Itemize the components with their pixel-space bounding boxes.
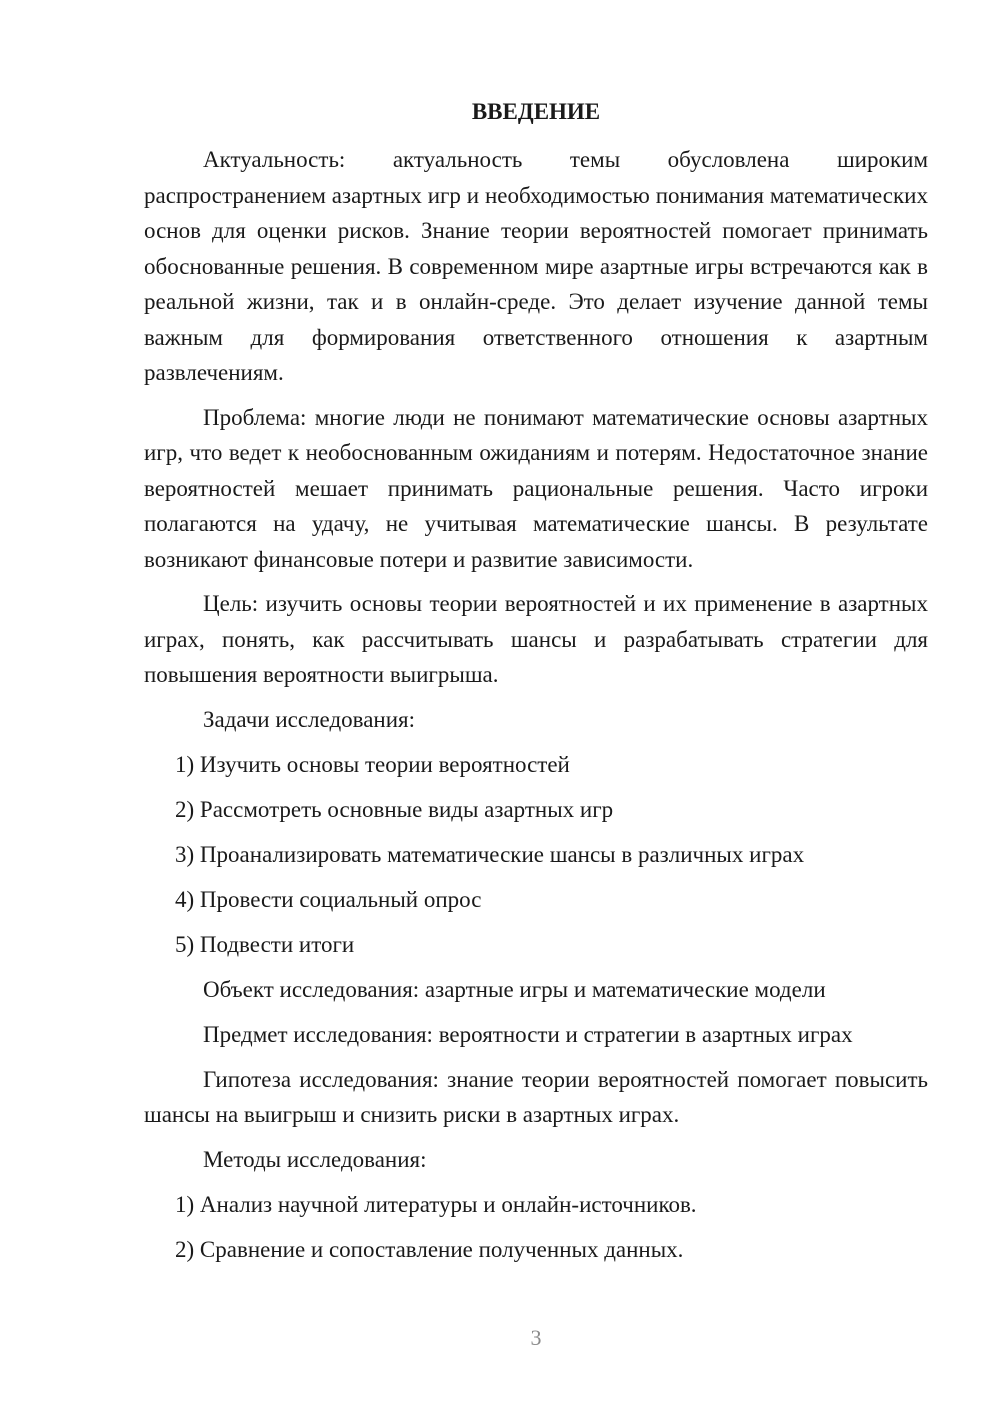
hypothesis-paragraph: Гипотеза исследования: знание теории вероятностей помогает повысить шансы на выигрыш и снизить риски в азартных играх. bbox=[144, 1066, 928, 1127]
tasks-heading: Задачи исследования: bbox=[203, 706, 416, 732]
research-object: Объект исследования: азартные игры и математические модели bbox=[203, 976, 826, 1002]
research-subject: Предмет исследования: вероятности и стратегии в азартных играх bbox=[203, 1021, 853, 1047]
section-title: ВВЕДЕНИЕ bbox=[471, 99, 601, 124]
task-item: 4) Провести социальный опрос bbox=[175, 886, 482, 912]
problem-paragraph: Проблема: многие люди не понимают математические основы азартных игр, что ведет к необоснованным ожиданиям и потерям. Недостаточное знание вероятностей мешает принимать рациональные решения. Часто игроки полагаются на удачу, не учитывая математические шансы. В результате возникают финансовые потери и развитие зависимости. bbox=[144, 404, 928, 572]
task-item: 2) Рассмотреть основные виды азартных игр bbox=[175, 796, 614, 822]
task-item: 3) Проанализировать математические шансы в различных играх bbox=[175, 841, 805, 867]
goal-paragraph: Цель: изучить основы теории вероятностей и их применение в азартных играх, понять, как рассчитывать шансы и разрабатывать стратегии для повышения вероятности выигрыша. bbox=[144, 591, 928, 687]
method-item: 1) Анализ научной литературы и онлайн-источников. bbox=[175, 1191, 697, 1217]
methods-heading: Методы исследования: bbox=[203, 1146, 427, 1172]
method-item: 2) Сравнение и сопоставление полученных данных. bbox=[175, 1236, 684, 1262]
page-number: 3 bbox=[530, 1325, 542, 1350]
relevance-paragraph: Актуальность: актуальность темы обусловлена широким распространением азартных игр и необходимостью понимания математических основ для оценки рисков. Знание теории вероятностей помогает принимать обоснованные решения. В современном мире азартные игры встречаются как в реальной жизни, так и в онлайн-среде. Это делает изучение данной темы важным для формирования ответственного отношения к азартным развлечениям. bbox=[144, 147, 928, 385]
task-item: 5) Подвести итоги bbox=[175, 931, 355, 957]
task-item: 1) Изучить основы теории вероятностей bbox=[175, 751, 570, 777]
document-body bbox=[144, 142, 928, 1277]
